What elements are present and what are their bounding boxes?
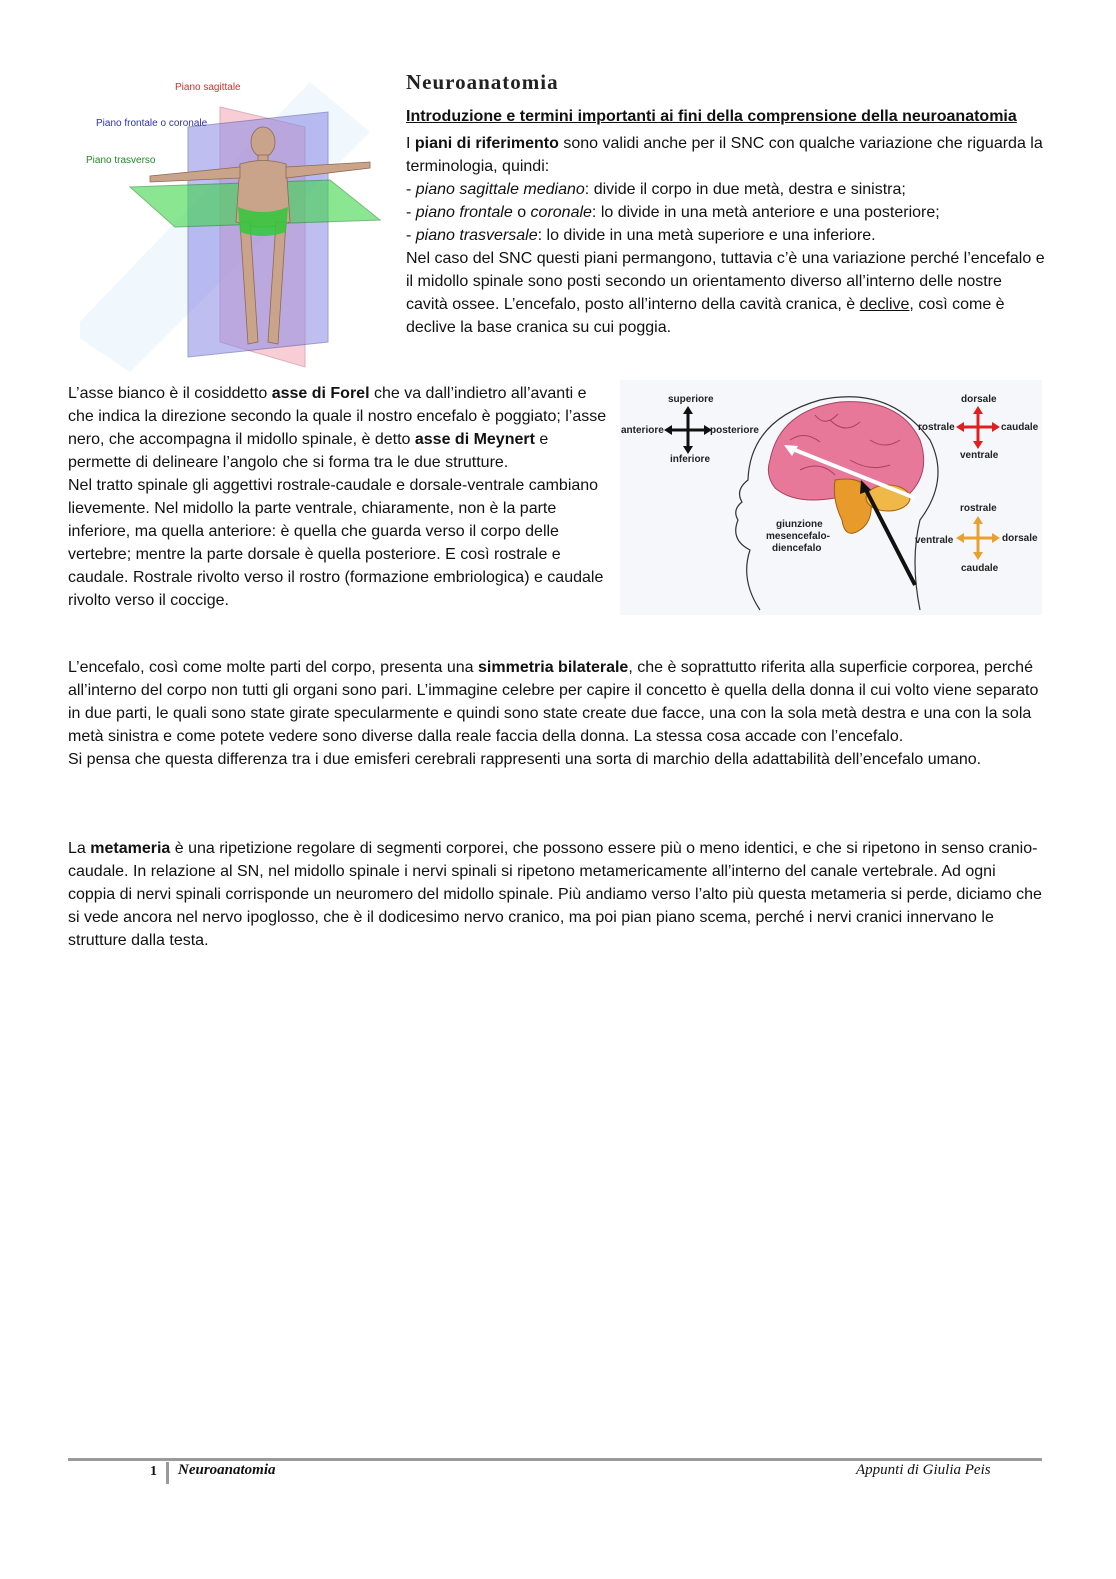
list-item-frontal <box>406 201 1046 224</box>
dash: - <box>406 204 416 221</box>
term-asse-meynert: asse di Meynert <box>414 431 535 448</box>
term: piano frontale <box>415 204 513 221</box>
text: o <box>512 204 531 221</box>
text: sono validi anche per il SNC con qualche variazione che riguarda la terminologia, quindi: <box>406 135 1043 175</box>
label-caudale-mid: caudale <box>1001 422 1039 433</box>
term-asse-forel: asse di Forel <box>271 385 370 402</box>
footer-rule <box>68 1458 1042 1461</box>
intro-paragraph-1 <box>406 132 1046 178</box>
footer-title: Neuroanatomia <box>178 1462 276 1478</box>
text: , così come è declive la base cranica su cui poggia. <box>406 296 1005 336</box>
symmetry-text <box>68 656 1043 771</box>
label-ventrale-low: ventrale <box>915 535 954 546</box>
planes-figure <box>80 72 390 372</box>
label-inferiore: inferiore <box>670 454 711 465</box>
brain-illustration <box>620 380 1042 615</box>
brain-figure <box>620 380 1042 615</box>
text: che va dall’indietro all’avanti e che indica la direzione secondo la quale il nostro encefalo è poggiato; l’asse nero, che accompagna il midollo spinale, è detto <box>68 385 607 448</box>
text: e permette di delineare l’angolo che si forma tra le due strutture. <box>68 431 549 471</box>
symmetry-paragraph-1 <box>68 656 1043 748</box>
red-direction-cross-icon <box>960 410 996 445</box>
text: , che è soprattutto riferita alla superficie corporea, perché all’interno del corpo non tutti gli organi sono pari. L’immagine celebre per capire il concetto è quella della donna il cui volto viene separato in due parti, le quali sono state girate specularmente e quindi sono state create due facce, una con la sola metà destra e una con la sola metà sinistra e come potete vedere sono diverse dalla reale faccia della donna. La stessa cosa accade con l’encefalo. <box>68 659 1039 745</box>
label-frontal: Piano frontale o coronale <box>96 118 208 129</box>
label-dorsale-low: dorsale <box>1002 533 1038 544</box>
planes-illustration <box>80 72 390 372</box>
symmetry-paragraph-2: Si pensa che questa differenza tra i due emisferi cerebrali rappresenti una sorta di marchio della adattabilità dell’encefalo umano. <box>68 751 982 768</box>
term-metameria: metameria <box>90 840 171 857</box>
label-posteriore: posteriore <box>710 425 759 436</box>
label-sagittal: Piano sagittale <box>175 82 241 93</box>
list-item-sagittal <box>406 178 1046 201</box>
dash: - <box>406 227 416 244</box>
text: L’asse bianco è il cosiddetto <box>68 385 272 402</box>
footer-divider <box>166 1462 169 1484</box>
text: : lo divide in una metà superiore e una inferiore. <box>537 227 876 244</box>
text: : lo divide in una metà anteriore e una posteriore; <box>591 204 940 221</box>
label-junction-1: giunzione <box>776 519 823 530</box>
term: coronale <box>530 204 592 221</box>
section-subtitle: Introduzione e termini importanti ai fini della comprensione della neuroanatomia <box>406 108 1017 125</box>
intro-paragraph-2 <box>406 247 1046 339</box>
axis-paragraph-1 <box>68 382 608 474</box>
axis-paragraph-2: Nel tratto spinale gli aggettivi rostrale-caudale e dorsale-ventrale cambiano lievemente. Nel midollo la parte ventrale, chiaramente, non è la parte inferiore, ma quella anteriore: è quella che guarda verso il corpo delle vertebre; mentre la parte dorsale è quella posteriore. E così rostrale e caudale. Rostrale rivolto verso il rostro (formazione embriologica) e caudale rivolto verso il coccige. <box>68 477 604 609</box>
term: piano trasversale <box>415 227 538 244</box>
label-ventrale-mid: ventrale <box>960 450 999 461</box>
term-piani-riferimento: piani di riferimento <box>414 135 559 152</box>
intro-text <box>406 132 1046 339</box>
text: Nel caso del SNC questi piani permangono, tuttavia c’è una variazione perché l’encefalo e il midollo spinale sono posti secondo un orientamento diverso all’interno delle nostre cavità ossee. L’encefalo, posto all’interno della cavità cranica, è <box>406 250 1045 313</box>
term: piano sagittale mediano <box>415 181 585 198</box>
term-declive: declive <box>859 296 910 313</box>
text: I <box>406 135 415 152</box>
text: : divide il corpo in due metà, destra e sinistra; <box>584 181 906 198</box>
list-item-transverse <box>406 224 1046 247</box>
page-number: 1 <box>150 1464 157 1479</box>
footer-author: Appunti di Giulia Peis <box>856 1462 991 1478</box>
label-anteriore: anteriore <box>621 425 664 436</box>
label-junction-3: diencefalo <box>772 543 822 554</box>
text: L’encefalo, così come molte parti del corpo, presenta una <box>68 659 479 676</box>
label-superiore: superiore <box>668 394 714 405</box>
black-direction-cross-icon <box>668 410 708 450</box>
orange-direction-cross-icon <box>960 520 996 556</box>
axis-text <box>68 382 608 612</box>
label-rostrale-low: rostrale <box>960 503 997 514</box>
page-title: Neuroanatomia <box>406 70 559 94</box>
metameria-paragraph <box>68 837 1043 952</box>
label-transverse: Piano trasverso <box>86 155 156 166</box>
dash: - <box>406 181 416 198</box>
term-simmetria-bilaterale: simmetria bilaterale <box>478 659 629 676</box>
label-rostrale-mid: rostrale <box>918 422 955 433</box>
label-caudale-low: caudale <box>961 563 999 574</box>
text: è una ripetizione regolare di segmenti corporei, che possono essere più o meno identici, e che si ripetono in senso cranio-caudale. In relazione al SN, nel midollo spinale i nervi spinali si ripetono metamericamente all’interno del canale vertebrale. Ad ogni coppia di nervi spinali corrisponde un neuromero del midollo spinale. Più andiamo verso l’alto più questa metameria si perde, diciamo che si vede ancora nel nervo ipoglosso, che è il dodicesimo nervo cranico, ma poi pian piano scema, perché i nervi cranici innervano le strutture dalla testa. <box>68 840 1042 949</box>
label-junction-2: mesencefalo- <box>766 531 830 542</box>
metameria-text <box>68 837 1043 952</box>
label-dorsale-top: dorsale <box>961 394 997 405</box>
text: La <box>68 840 91 857</box>
